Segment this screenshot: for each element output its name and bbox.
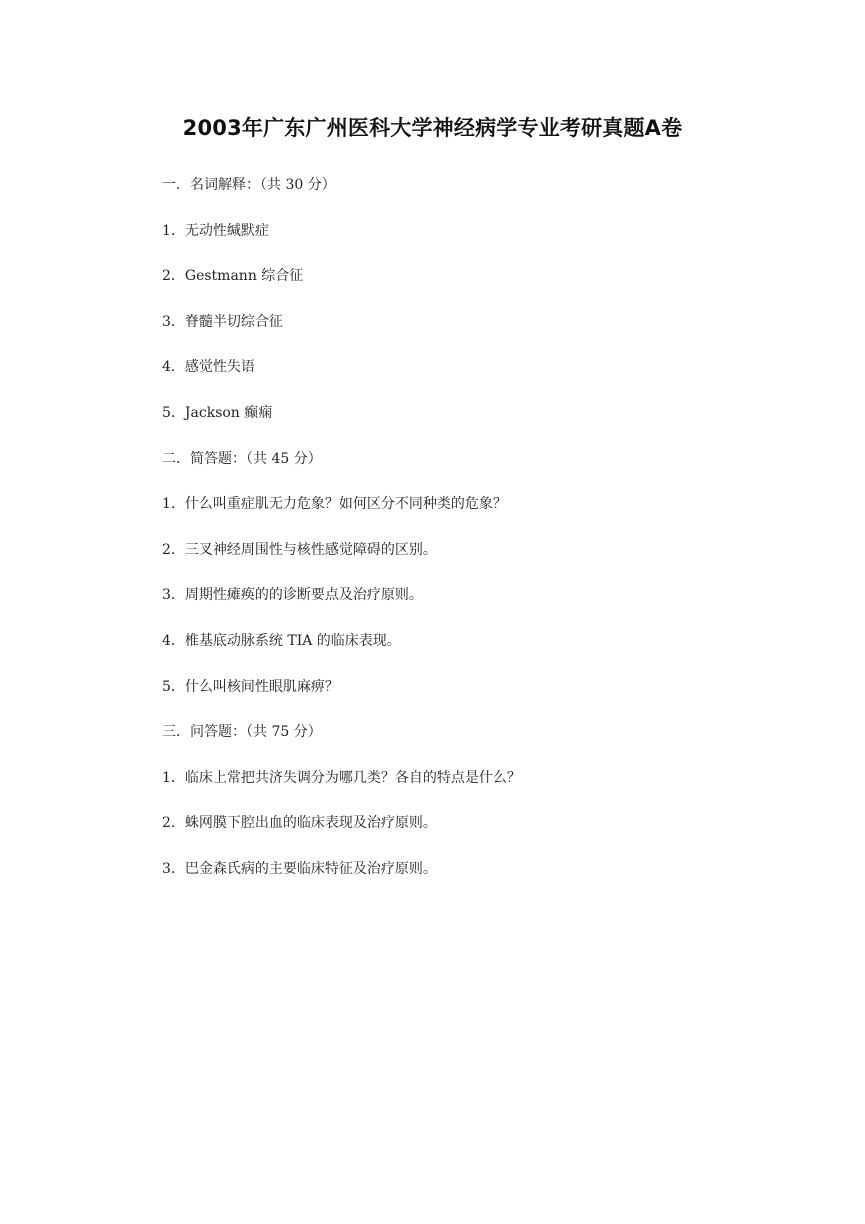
- question-item: 1．临床上常把共济失调分为哪几类？各自的特点是什么？: [162, 769, 521, 786]
- question-item: 3．脊髓半切综合征: [162, 313, 283, 330]
- question-list: [162, 174, 782, 904]
- question-item: 5．Jackson 癫痫: [162, 404, 273, 421]
- question-item: 3．巴金森氏病的主要临床特征及治疗原则。: [162, 860, 437, 877]
- question-item: 1．无动性缄默症: [162, 222, 269, 239]
- question-item: 4．感觉性失语: [162, 359, 255, 376]
- question-item: 3．周期性瘫痪的的诊断要点及治疗原则。: [162, 587, 423, 604]
- question-item: 4．椎基底动脉系统 TIA 的临床表现。: [162, 632, 401, 649]
- question-item: 2．蛛网膜下腔出血的临床表现及治疗原则。: [162, 815, 437, 832]
- question-item: 5．什么叫核间性眼肌麻痹？: [162, 678, 339, 695]
- question-item: 1．什么叫重症肌无力危象？如何区分不同种类的危象？: [162, 496, 507, 513]
- question-item: 2．Gestmann 综合征: [162, 268, 304, 285]
- section-heading-short-answer: 二．简答题：（共 45 分）: [162, 450, 322, 467]
- question-item: 2．三叉神经周围性与核性感觉障碍的区别。: [162, 541, 437, 558]
- document-title: 2003年广东广州医科大学神经病学专业考研真题A卷: [182, 116, 683, 140]
- section-heading-terms: 一．名词解释：（共 30 分）: [162, 177, 336, 193]
- section-heading-essay: 三．问答题：（共 75 分）: [162, 724, 322, 741]
